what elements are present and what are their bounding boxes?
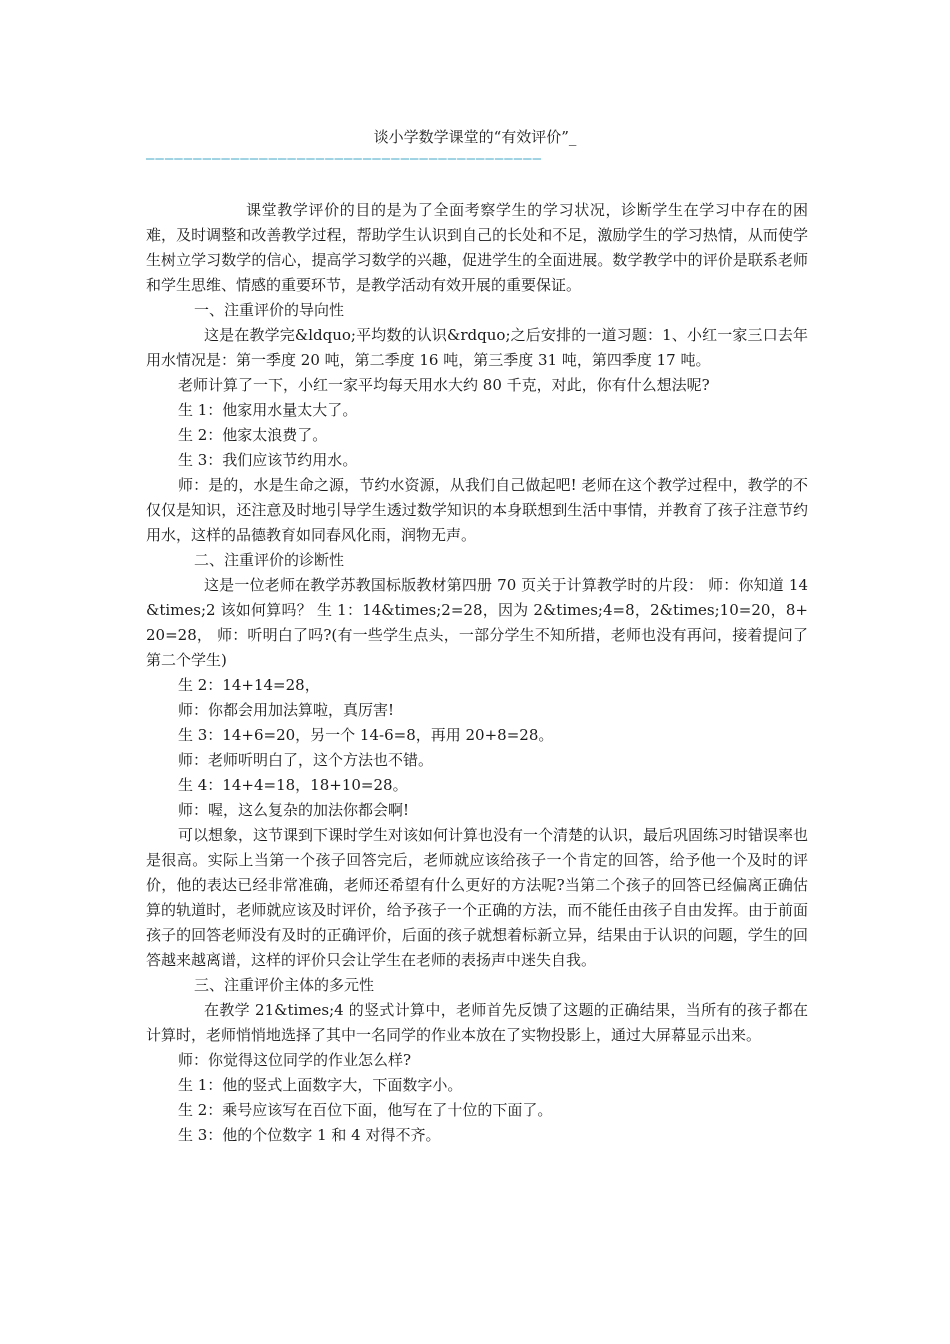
dialogue-line: 师：你都会用加法算啦，真厉害! xyxy=(178,701,395,719)
dialogue-line: 生 1：他的竖式上面数字大，下面数字小。 xyxy=(178,1076,463,1094)
paragraph-example-1: 这是在教学完&ldquo;平均数的认识&rdquo;之后安排的一道习题：1、小红一家三口去年用水情况是：第一季度 20 吨，第二季度 16 吨，第三季度 31 吨，第四季度 17 吨。 xyxy=(146,326,808,369)
dialogue-line: 生 2：乘号应该写在百位下面，他写在了十位的下面了。 xyxy=(178,1101,553,1119)
dialogue-line: 生 1：他家用水量太大了。 xyxy=(178,401,358,419)
dialogue-line: 生 3：他的个位数字 1 和 4 对得不齐。 xyxy=(178,1126,441,1144)
dialogue-line: 生 3：我们应该节约用水。 xyxy=(178,451,358,469)
page-title: 谈小学数学课堂的“有效评价”_ xyxy=(373,128,577,146)
title-rule: —————————————————————————————————————————— xyxy=(146,151,543,167)
paragraph-comment-1: 师：是的，水是生命之源，节约水资源，从我们自己做起吧! 老师在这个教学过程中，教学的不仅仅是知识，还注意及时地引导学生透过数学知识的本身联想到生活中事情，并教育了孩子注意节约用水，这样的品德教育如同春风化雨，润物无声。 xyxy=(146,476,808,544)
section-heading-3: 三、注重评价主体的多元性 xyxy=(194,976,375,994)
dialogue-line: 师：喔，这么复杂的加法你都会啊! xyxy=(178,801,410,819)
paragraph-example-2: 这是一位老师在教学苏教国标版教材第四册 70 页关于计算教学时的片段： 师：你知道 14&times;2 该如何算吗？ 生 1：14&times;2=28，因为 2&times;4=8，2&times;10=20，8+20=28， 师：听明白了吗?(有一些学生点头，一部分学生不知所措，老师也没有再问，接着提问了第二个学生) xyxy=(146,576,808,669)
paragraph-intro: 课堂教学评价的目的是为了全面考察学生的学习状况，诊断学生在学习中存在的困难，及时调整和改善教学过程，帮助学生认识到自己的长处和不足，激励学生的学习热情，从而使学生树立学习数学的信心，提高学习数学的兴趣，促进学生的全面进展。数学教学中的评价是联系老师和学生思维、情感的重要环节，是教学活动有效开展的重要保证。 xyxy=(146,201,808,294)
dialogue-line: 生 2：他家太浪费了。 xyxy=(178,426,328,444)
dialogue-line: 生 3：14+6=20，另一个 14-6=8，再用 20+8=28。 xyxy=(178,726,554,744)
dialogue-line: 师：老师听明白了，这个方法也不错。 xyxy=(178,751,434,769)
document-body xyxy=(146,198,808,1148)
dialogue-line: 生 4：14+4=18，18+10=28。 xyxy=(178,776,408,794)
section-heading-2: 二、注重评价的诊断性 xyxy=(194,551,345,569)
dialogue-line: 师：你觉得这位同学的作业怎么样? xyxy=(178,1051,412,1069)
dialogue-line: 生 2：14+14=28， xyxy=(178,676,320,694)
section-heading-1: 一、注重评价的导向性 xyxy=(194,301,345,319)
paragraph-comment-2: 可以想象，这节课到下课时学生对该如何计算也没有一个清楚的认识，最后巩固练习时错误率也是很高。实际上当第一个孩子回答完后，老师就应该给孩子一个肯定的回答，给予他一个及时的评价，他的表达已经非常准确，老师还希望有什么更好的方法呢?当第二个孩子的回答已经偏离正确估算的轨道时，老师就应该及时评价，给予孩子一个正确的方法，而不能任由孩子自由发挥。由于前面孩子的回答老师没有及时的正确评价，后面的孩子就想着标新立异，结果由于认识的问题，学生的回答越来越离谱，这样的评价只会让学生在老师的表扬声中迷失自我。 xyxy=(146,826,809,969)
dialogue-line: 老师计算了一下，小红一家平均每天用水大约 80 千克，对此，你有什么想法呢? xyxy=(178,376,710,394)
paragraph-example-3: 在教学 21&times;4 的竖式计算中，老师首先反馈了这题的正确结果，当所有的孩子都在计算时，老师悄悄地选择了其中一名同学的作业本放在了实物投影上，通过大屏幕显示出来。 xyxy=(146,1001,808,1044)
